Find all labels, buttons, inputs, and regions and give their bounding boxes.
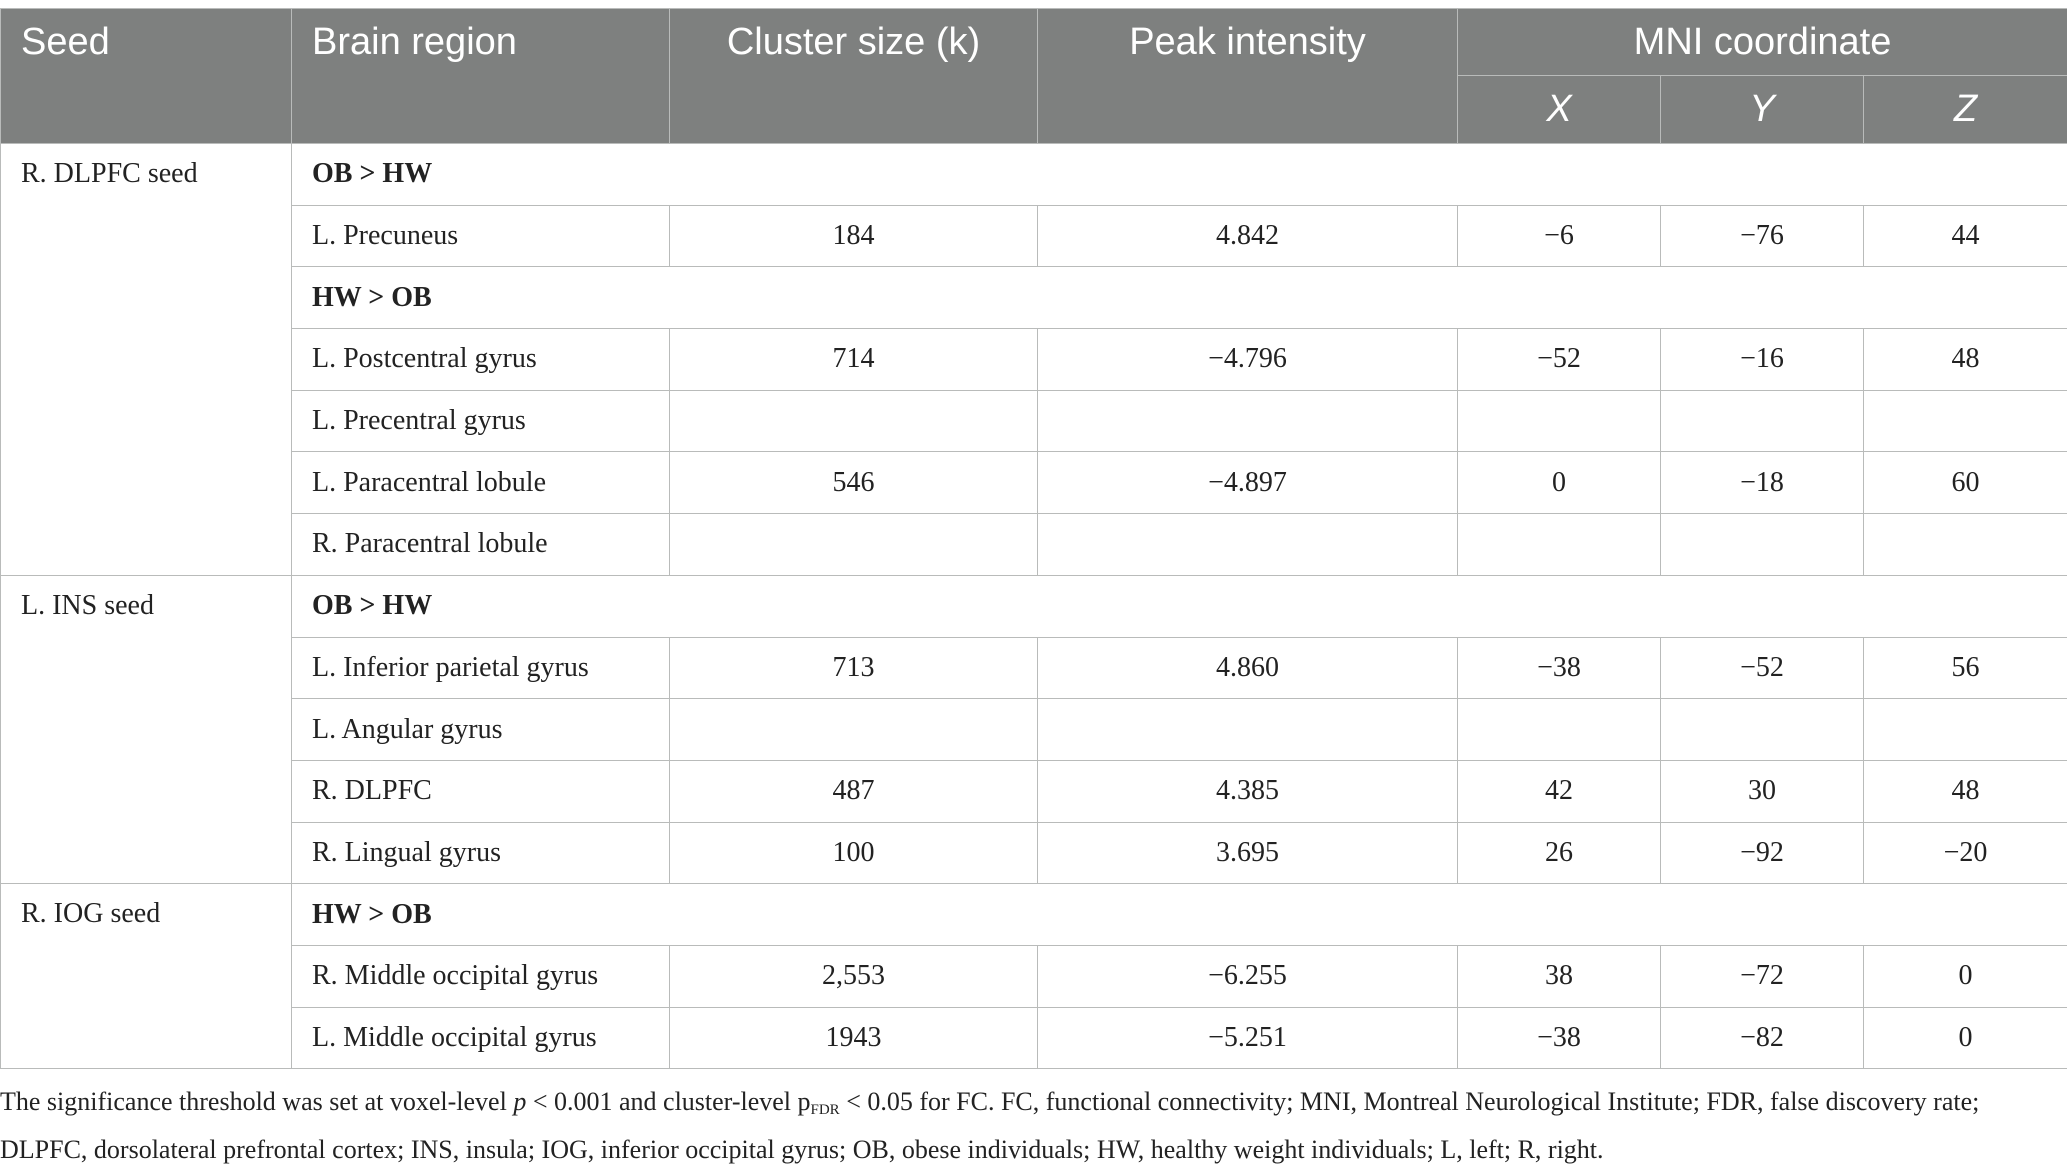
cluster-cell: 487: [670, 760, 1038, 822]
y-cell: [1661, 514, 1864, 576]
cluster-cell: 1943: [670, 1007, 1038, 1069]
z-cell: 0: [1864, 1007, 2067, 1069]
region-cell: L. Precuneus: [292, 205, 670, 267]
x-cell: −38: [1458, 637, 1661, 699]
z-cell: [1864, 514, 2067, 576]
footnote-text-2: < 0.001 and cluster-level p: [526, 1087, 810, 1116]
y-cell: −16: [1661, 329, 1864, 391]
contrast-label: OB > HW: [292, 575, 2067, 637]
region-cell: L. Angular gyrus: [292, 699, 670, 761]
table-row: [1, 760, 2067, 822]
peak-cell: −6.255: [1038, 945, 1458, 1007]
footnote-p-symbol: p: [513, 1087, 526, 1116]
z-cell: 48: [1864, 760, 2067, 822]
table-row: [1, 514, 2067, 576]
header-mni-coordinate: MNI coordinate: [1458, 9, 2067, 76]
table-row: [1, 699, 2067, 761]
contrast-row: [1, 267, 2067, 329]
z-cell: 48: [1864, 329, 2067, 391]
table-row: [1, 390, 2067, 452]
region-cell: L. Precentral gyrus: [292, 390, 670, 452]
y-cell: −76: [1661, 205, 1864, 267]
table-footnote: [0, 1082, 2067, 1170]
header-cluster-size: Cluster size (k): [670, 9, 1038, 144]
contrast-row: [1, 144, 2067, 206]
seed-cell: R. DLPFC seed: [1, 144, 292, 576]
cluster-cell: 546: [670, 452, 1038, 514]
cluster-cell: [670, 699, 1038, 761]
y-cell: −18: [1661, 452, 1864, 514]
table-row: [1, 637, 2067, 699]
table-row: [1, 205, 2067, 267]
cluster-cell: 184: [670, 205, 1038, 267]
cluster-cell: [670, 514, 1038, 576]
contrast-label: OB > HW: [292, 144, 2067, 206]
cluster-cell: 100: [670, 822, 1038, 884]
peak-cell: 4.860: [1038, 637, 1458, 699]
z-cell: 56: [1864, 637, 2067, 699]
peak-cell: −4.796: [1038, 329, 1458, 391]
contrast-row: [1, 575, 2067, 637]
x-cell: [1458, 514, 1661, 576]
peak-cell: 4.385: [1038, 760, 1458, 822]
cluster-cell: [670, 390, 1038, 452]
header-x: X: [1458, 76, 1661, 144]
footnote-text-3: < 0.05 for FC. FC, functional connectivity; MNI, Montreal Neurological Institute; FDR, false discovery rate;: [840, 1087, 1980, 1116]
z-cell: 44: [1864, 205, 2067, 267]
y-cell: −92: [1661, 822, 1864, 884]
peak-cell: [1038, 514, 1458, 576]
footnote-text-1: The significance threshold was set at voxel-level: [0, 1087, 513, 1116]
region-cell: L. Postcentral gyrus: [292, 329, 670, 391]
header-y: Y: [1661, 76, 1864, 144]
x-cell: [1458, 699, 1661, 761]
z-cell: 0: [1864, 945, 2067, 1007]
header-z: Z: [1864, 76, 2067, 144]
x-cell: 26: [1458, 822, 1661, 884]
results-table: [0, 8, 2067, 1069]
x-cell: 38: [1458, 945, 1661, 1007]
header-brain-region: Brain region: [292, 9, 670, 144]
x-cell: −52: [1458, 329, 1661, 391]
peak-cell: 4.842: [1038, 205, 1458, 267]
cluster-cell: 713: [670, 637, 1038, 699]
x-cell: 0: [1458, 452, 1661, 514]
x-cell: 42: [1458, 760, 1661, 822]
peak-cell: −5.251: [1038, 1007, 1458, 1069]
region-cell: R. Lingual gyrus: [292, 822, 670, 884]
region-cell: L. Middle occipital gyrus: [292, 1007, 670, 1069]
footnote-line-1: [0, 1082, 2067, 1130]
y-cell: −72: [1661, 945, 1864, 1007]
z-cell: [1864, 699, 2067, 761]
header-seed: Seed: [1, 9, 292, 144]
seed-cell: R. IOG seed: [1, 884, 292, 1069]
footnote-line-2: DLPFC, dorsolateral prefrontal cortex; INS, insula; IOG, inferior occipital gyrus; OB, obese individuals; HW, healthy weight individuals; L, left; R, right.: [0, 1130, 2067, 1170]
z-cell: −20: [1864, 822, 2067, 884]
x-cell: −6: [1458, 205, 1661, 267]
z-cell: 60: [1864, 452, 2067, 514]
y-cell: [1661, 390, 1864, 452]
peak-cell: [1038, 699, 1458, 761]
peak-cell: [1038, 390, 1458, 452]
region-cell: L. Inferior parietal gyrus: [292, 637, 670, 699]
x-cell: −38: [1458, 1007, 1661, 1069]
y-cell: [1661, 699, 1864, 761]
y-cell: 30: [1661, 760, 1864, 822]
header-row-1: [1, 9, 2067, 76]
peak-cell: −4.897: [1038, 452, 1458, 514]
footnote-fdr-subscript: FDR: [811, 1102, 840, 1118]
seed-cell: L. INS seed: [1, 575, 292, 883]
table-body: [1, 144, 2067, 1069]
y-cell: −82: [1661, 1007, 1864, 1069]
table-header: [1, 9, 2067, 144]
cluster-cell: 2,553: [670, 945, 1038, 1007]
contrast-label: HW > OB: [292, 267, 2067, 329]
region-cell: L. Paracentral lobule: [292, 452, 670, 514]
y-cell: −52: [1661, 637, 1864, 699]
table-row: [1, 452, 2067, 514]
z-cell: [1864, 390, 2067, 452]
cluster-cell: 714: [670, 329, 1038, 391]
contrast-label: HW > OB: [292, 884, 2067, 946]
table-row: [1, 945, 2067, 1007]
x-cell: [1458, 390, 1661, 452]
header-peak-intensity: Peak intensity: [1038, 9, 1458, 144]
table-row: [1, 822, 2067, 884]
region-cell: R. DLPFC: [292, 760, 670, 822]
contrast-row: [1, 884, 2067, 946]
region-cell: R. Middle occipital gyrus: [292, 945, 670, 1007]
peak-cell: 3.695: [1038, 822, 1458, 884]
table-row: [1, 1007, 2067, 1069]
region-cell: R. Paracentral lobule: [292, 514, 670, 576]
table-row: [1, 329, 2067, 391]
